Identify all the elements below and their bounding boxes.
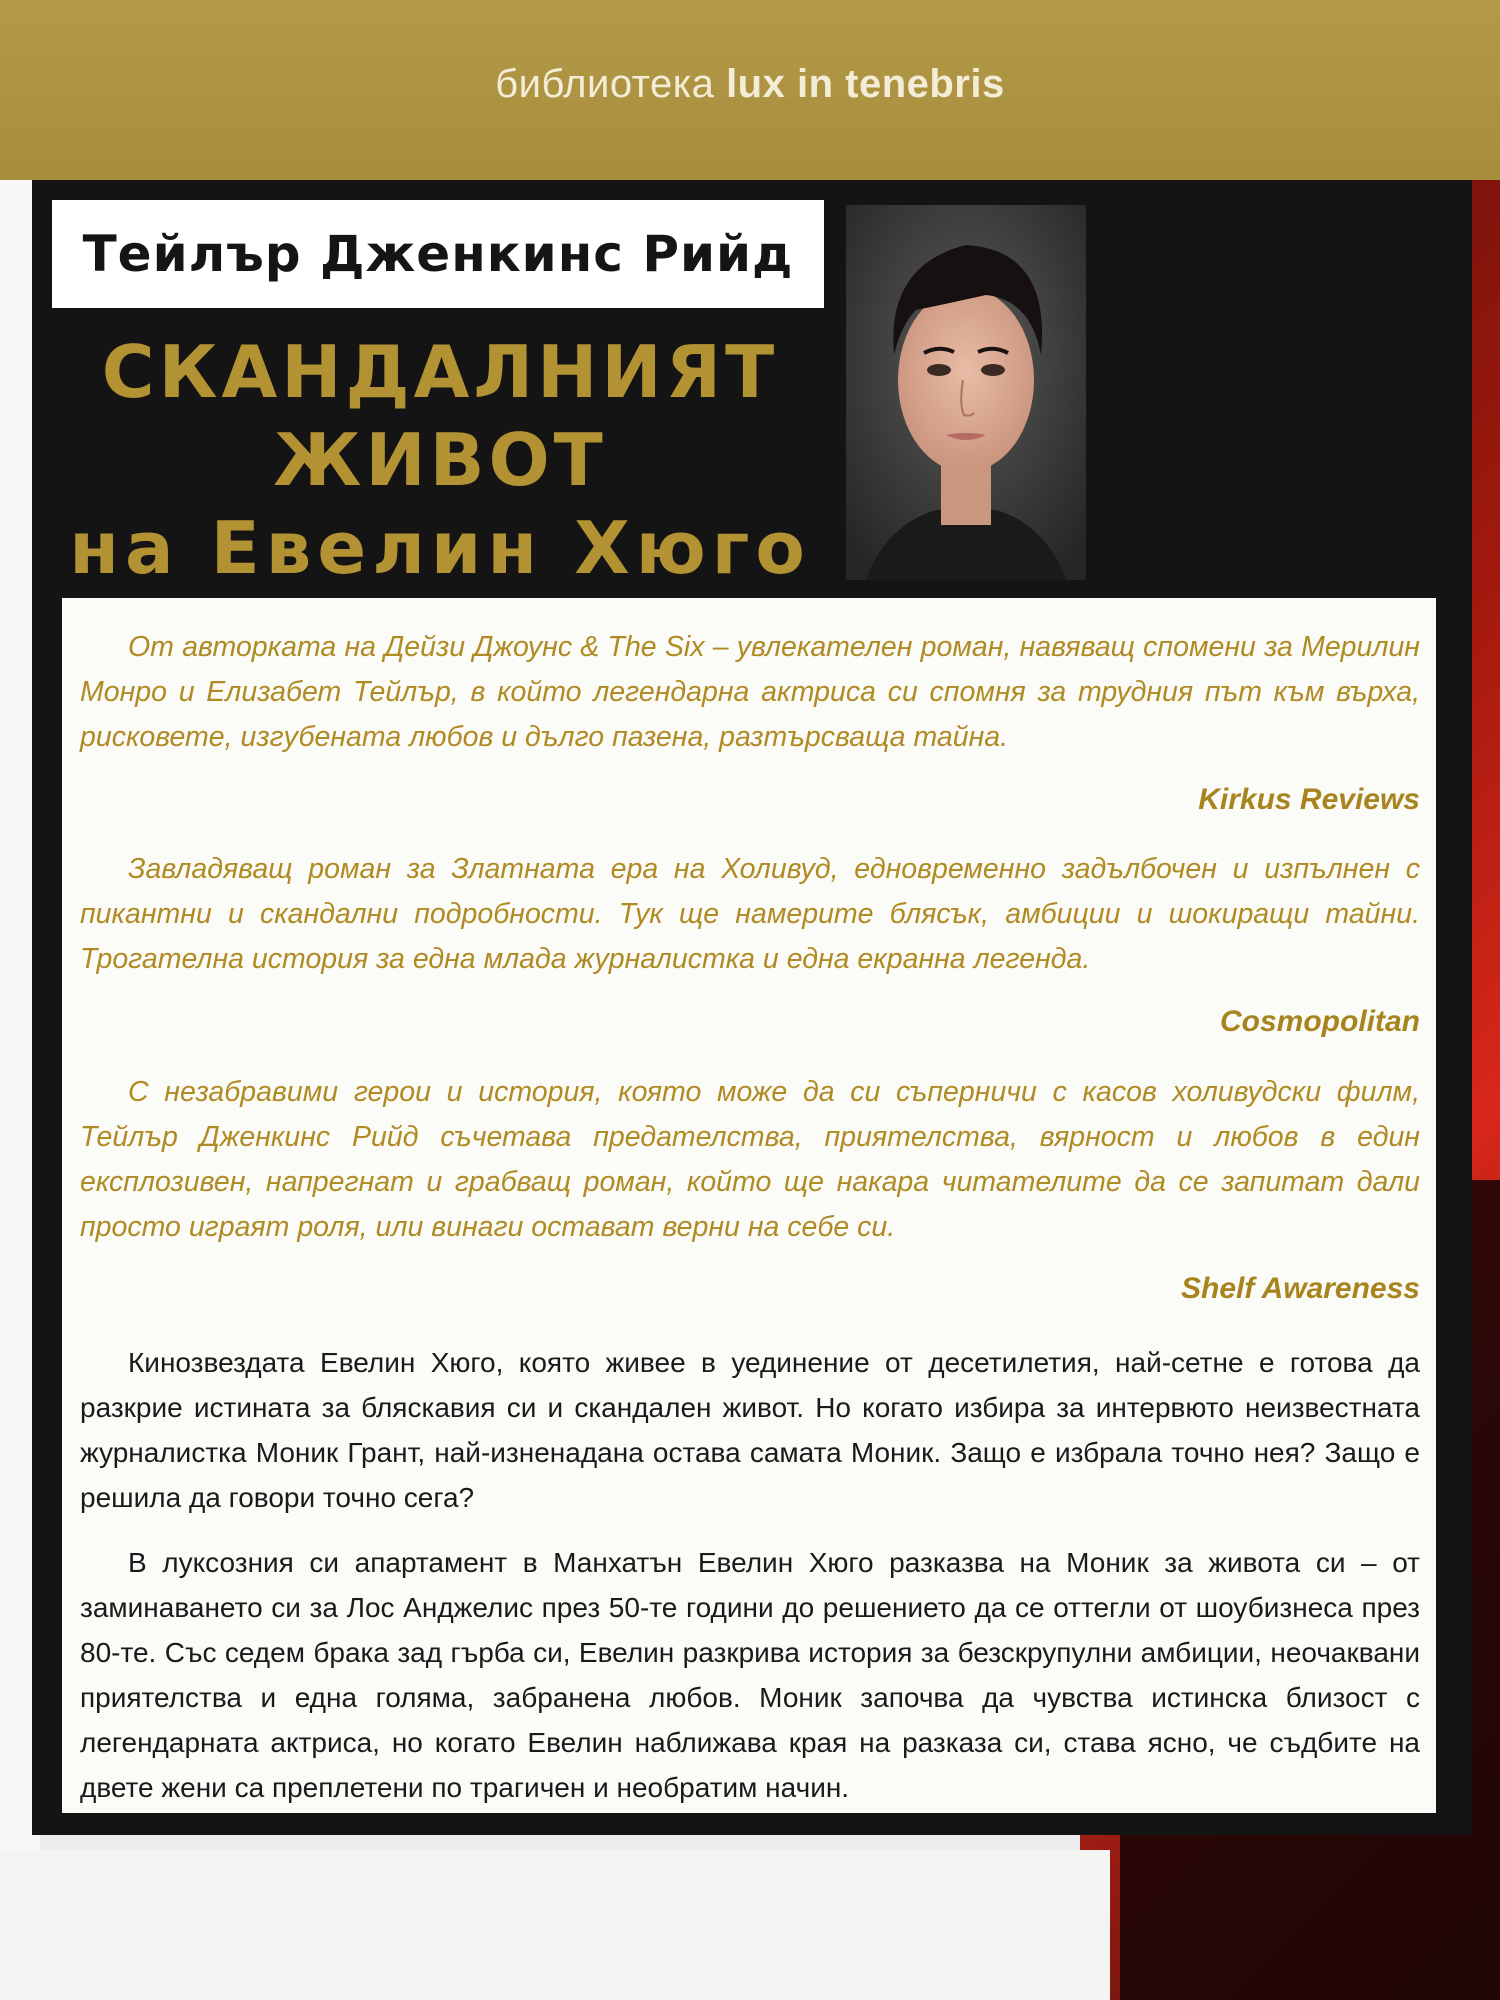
review-quote-2: Завладяващ роман за Златната ера на Холивуд, едновременно задълбочен и изпълнен с пикантни и скандални подробности. Тук ще намерите блясък, амбиции и шокиращи тайни. Трогателна история за една млада журналистка и една екранна легенда. (80, 853, 1420, 975)
bottom-page-edge (0, 1850, 1110, 2000)
author-portrait-photo (846, 205, 1086, 580)
series-label (0, 62, 1500, 107)
publisher-band (0, 0, 1500, 180)
portrait-icon (846, 205, 1086, 580)
review-source-2: Cosmopolitan (1220, 1005, 1420, 1038)
description-paragraph-1: Кинозвездата Евелин Хюго, която живее в уединение от десетилетия, най-сетне е готова да разкрие истината за бляскавия си и скандален живот. Но когато избира за интервюто неизвестната журналистка Моник Грант, най-изненадана остава самата Моник. Защо е избрала точно нея? Защо е решила да говори точно сега? (80, 1347, 1420, 1513)
series-name: lux in tenebris (726, 62, 1005, 106)
author-box (52, 200, 824, 308)
title-line-1: СКАНДАЛНИЯТ (101, 330, 779, 414)
review-source-1: Kirkus Reviews (1198, 783, 1420, 816)
description-paragraph-2: В луксозния си апартамент в Манхатън Евелин Хюго разказва на Моник за живота си – от заминаването си за Лос Анджелис през 50-те години до решението да се оттегли от шоубизнеса през 80-те. Със седем брака зад гърба си, Евелин разкрива история за безскрупулни амбиции, неочаквани приятелства и една голяма, забранена любов. Моник започва да чувства истинска близост с легендарната актриса, но когато Евелин наближава края на разказа си, става ясно, че съдбите на двете жени са преплетени по трагичен и необратим начин. (80, 1547, 1420, 1803)
title-line-3: на Евелин Хюго (69, 506, 811, 590)
review-quote-1: От авторката на Дейзи Джоунс & The Six – увлекателен роман, навяващ спомени за Мерилин Монро и Елизабет Тейлър, в който легендарна актриса си спомня за трудния път към върха, рисковете, изгубената любов и дълго пазена, разтърсваща тайна. (80, 631, 1420, 753)
review-source-3: Shelf Awareness (1181, 1272, 1420, 1305)
series-prefix: библиотека (495, 62, 715, 106)
title-line-2: ЖИВОТ (273, 418, 607, 502)
book-title (60, 328, 820, 592)
author-name: Тейлър Дженкинс Рийд (82, 225, 794, 283)
review-quote-3: С незабравими герои и история, която може да си съперничи с касов холивудски филм, Тейлър Дженкинс Рийд съчетава предателства, приятелства, вярност и любов в един експлозивен, напрегнат и грабващ роман, който ще накара читателите да се запитат дали просто играят роля, или винаги остават верни на себе си. (80, 1076, 1420, 1243)
